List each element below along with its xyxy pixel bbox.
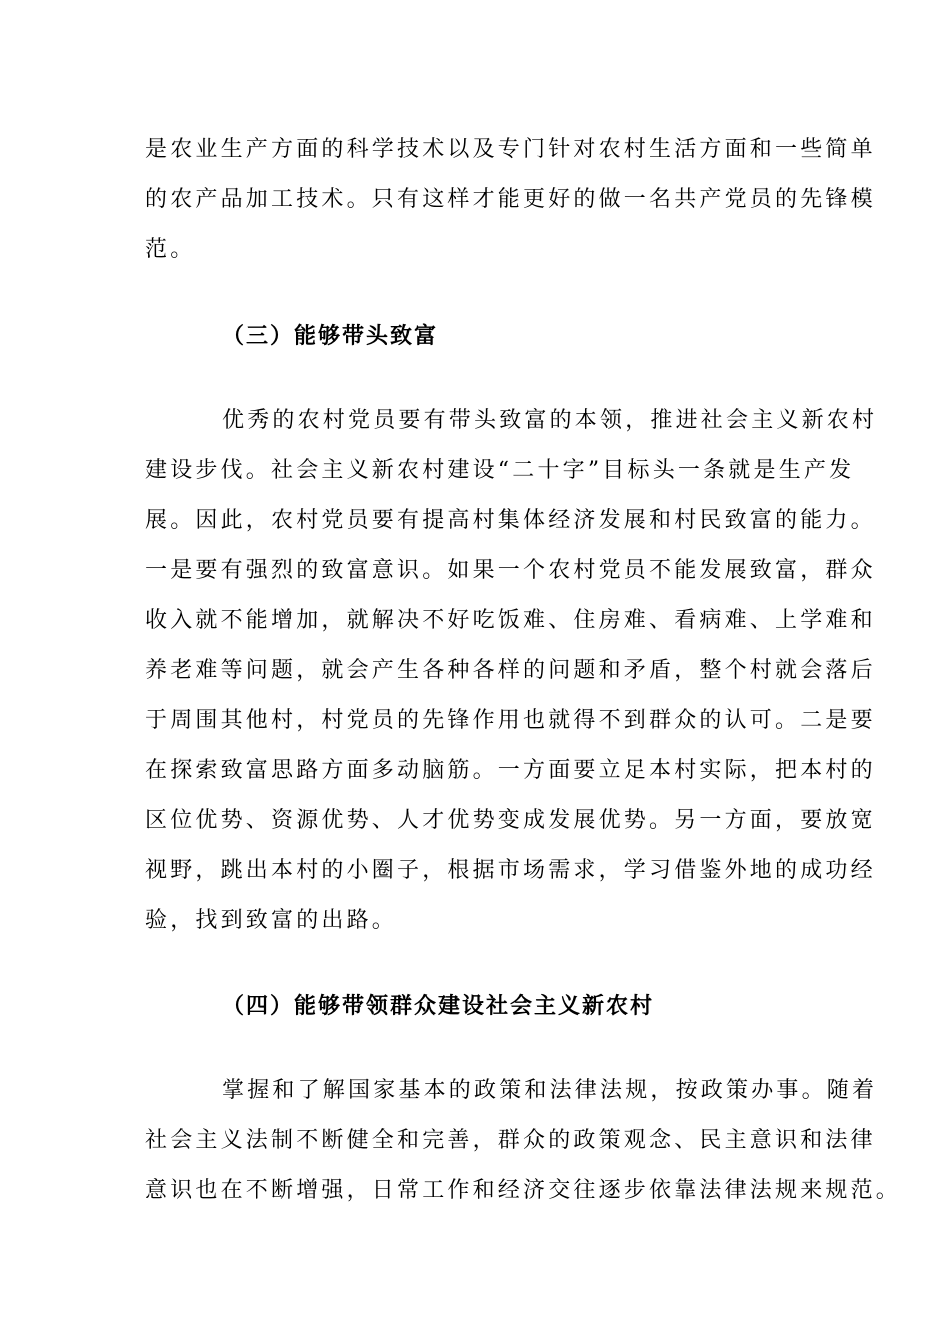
- paragraph-2-line-7: 于周围其他村，村党员的先锋作用也就得不到群众的认可。二是要: [145, 708, 876, 733]
- paragraph-2-line-4: 一是要有强烈的致富意识。如果一个农村党员不能发展致富，群众: [145, 558, 876, 583]
- paragraph-2-line-8: 在探索致富思路方面多动脑筋。一方面要立足本村实际，把本村的: [145, 758, 876, 783]
- paragraph-2-line-5: 收入就不能增加，就解决不好吃饭难、住房难、看病难、上学难和: [145, 608, 876, 633]
- paragraph-2-line-6: 养老难等问题，就会产生各种各样的问题和矛盾，整个村就会落后: [145, 658, 876, 683]
- paragraph-3-line-2: 社会主义法制不断健全和完善，群众的政策观念、民主意识和法律: [145, 1128, 876, 1153]
- section-heading-3: （三）能够带头致富: [222, 323, 439, 349]
- paragraph-1-line-3: 范。: [145, 237, 196, 262]
- paragraph-3-line-3: 意识也在不断增强，日常工作和经济交往逐步依靠法律法规来规范。: [145, 1178, 902, 1203]
- paragraph-2-line-1: 优秀的农村党员要有带头致富的本领，推进社会主义新农村: [222, 408, 878, 433]
- paragraph-2-line-9: 区位优势、资源优势、人才优势变成发展优势。另一方面，要放宽: [145, 808, 876, 833]
- paragraph-2-line-11: 验，找到致富的出路。: [145, 908, 398, 933]
- paragraph-2-line-10: 视野，跳出本村的小圈子，根据市场需求，学习借鉴外地的成功经: [145, 858, 876, 883]
- paragraph-1-line-2: 的农产品加工技术。只有这样才能更好的做一名共产党员的先锋模: [145, 187, 876, 212]
- paragraph-2-line-3: 展。因此，农村党员要有提高村集体经济发展和村民致富的能力。: [145, 508, 876, 533]
- paragraph-3-line-1: 掌握和了解国家基本的政策和法律法规，按政策办事。随着: [222, 1078, 878, 1103]
- section-heading-4: （四）能够带领群众建设社会主义新农村: [222, 993, 655, 1019]
- paragraph-2-line-2: 建设步伐。社会主义新农村建设“二十字”目标头一条就是生产发: [145, 458, 855, 483]
- paragraph-1-line-1: 是农业生产方面的科学技术以及专门针对农村生活方面和一些简单: [145, 137, 876, 162]
